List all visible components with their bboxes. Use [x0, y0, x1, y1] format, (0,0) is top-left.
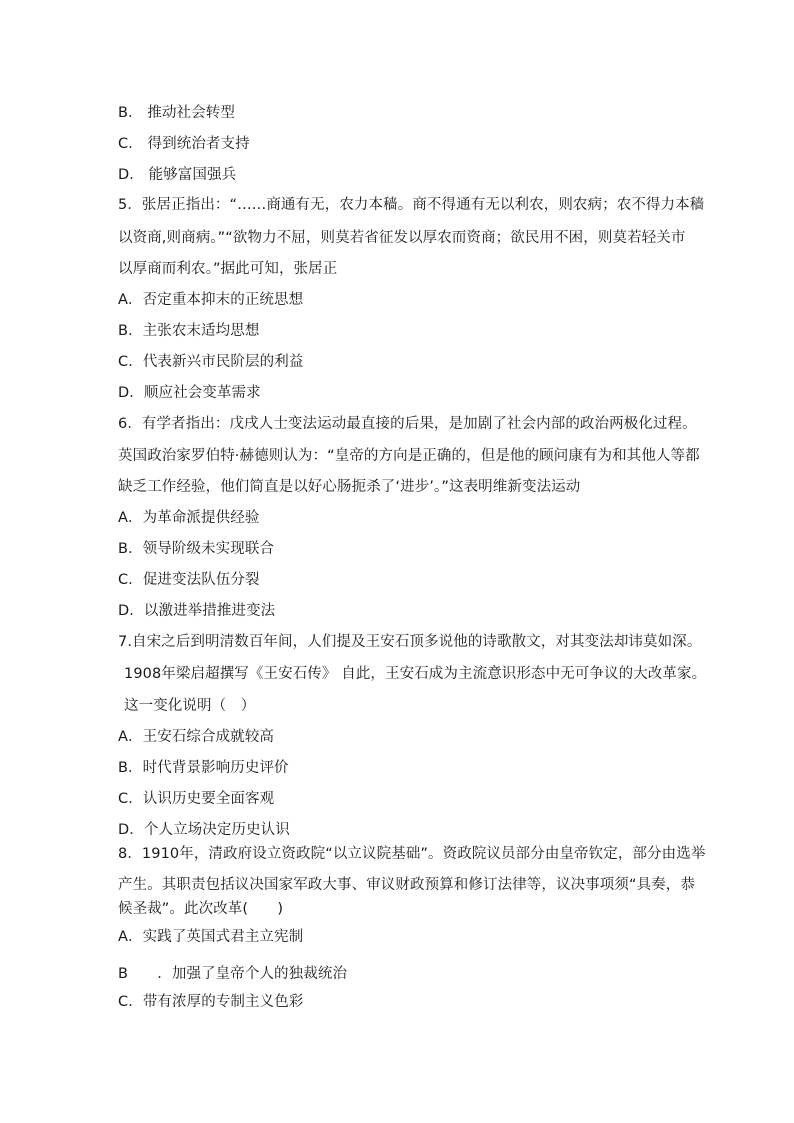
option-a-q6: A．为革命派提供经验	[118, 510, 260, 526]
option-a-q8: A．实践了英国式君主立宪制	[118, 929, 304, 945]
question-8-line-1: 8．1910年，清政府设立资政院“以立议院基础”。资政院议员部分由皇帝钦定，部分由选举	[118, 846, 706, 862]
question-5-line-1: 5．张居正指出：“……商通有无，农力本穑。商不得通有无以利农，则农病；农不得力本穑	[118, 197, 705, 213]
option-b-q6: B．领导阶级未实现联合	[118, 541, 275, 557]
option-b-q5: B．主张农末适均思想	[118, 323, 260, 339]
option-c-q6: C．促进变法队伍分裂	[118, 572, 260, 588]
option-b-q7: B．时代背景影响历史评价	[118, 760, 289, 776]
option-c-q8: C．带有浓厚的专制主义色彩	[118, 994, 304, 1010]
question-5-line-2: 以资商,则商病。”“欲物力不屈，则莫若省征发以厚农而资商；欲民用不困，则莫若轻关市	[118, 230, 686, 246]
question-5-line-3: 以厚商而利农。”据此可知，张居正	[118, 261, 338, 277]
option-c-q7: C．认识历史要全面客观	[118, 791, 275, 807]
option-b-q4: B． 推动社会转型	[118, 105, 235, 121]
question-6-line-1: 6．有学者指出：戊戌人士变法运动最直接的后果，是加剧了社会内部的政治两极化过程。	[118, 416, 697, 432]
option-c-q4: C． 得到统治者支持	[118, 136, 250, 152]
option-d-q6: D．以激进举措推进变法	[118, 603, 276, 619]
option-a-q5: A．否定重本抑末的正统思想	[118, 292, 304, 308]
question-7-line-3: 这一变化说明（ ）	[124, 698, 256, 714]
question-8-line-2: 产生。其职责包括议决国家军政大事、审议财政预算和修订法律等，议决事项须“具奏，恭	[118, 877, 696, 893]
question-7-line-2: 1908年梁启超撰写《王安石传》 自此，王安石成为主流意识形态中无可争议的大改革家。	[124, 666, 707, 682]
option-b-q8: B ．加强了皇帝个人的独裁统治	[118, 966, 348, 982]
question-7-line-1: 7.自宋之后到明清数百年间，人们提及王安石顶多说他的诗歌散文，对其变法却讳莫如深。	[118, 634, 702, 650]
option-d-q4: D． 能够富国强兵	[118, 167, 237, 183]
option-d-q7: D．个人立场决定历史认识	[118, 822, 290, 838]
option-a-q7: A．王安石综合成就较高	[118, 729, 275, 745]
question-8-line-3: 候圣裁”。此次改革( )	[118, 901, 284, 917]
question-6-line-2: 英国政治家罗伯特·赫德则认为：“皇帝的方向是正确的，但是他的顾问康有为和其他人等都	[118, 448, 700, 464]
option-d-q5: D．顺应社会变革需求	[118, 385, 261, 401]
option-c-q5: C．代表新兴市民阶层的利益	[118, 354, 304, 370]
question-6-line-3: 缺乏工作经验，他们简直是以好心肠扼杀了‘进步’。”这表明维新变法运动	[118, 479, 581, 495]
